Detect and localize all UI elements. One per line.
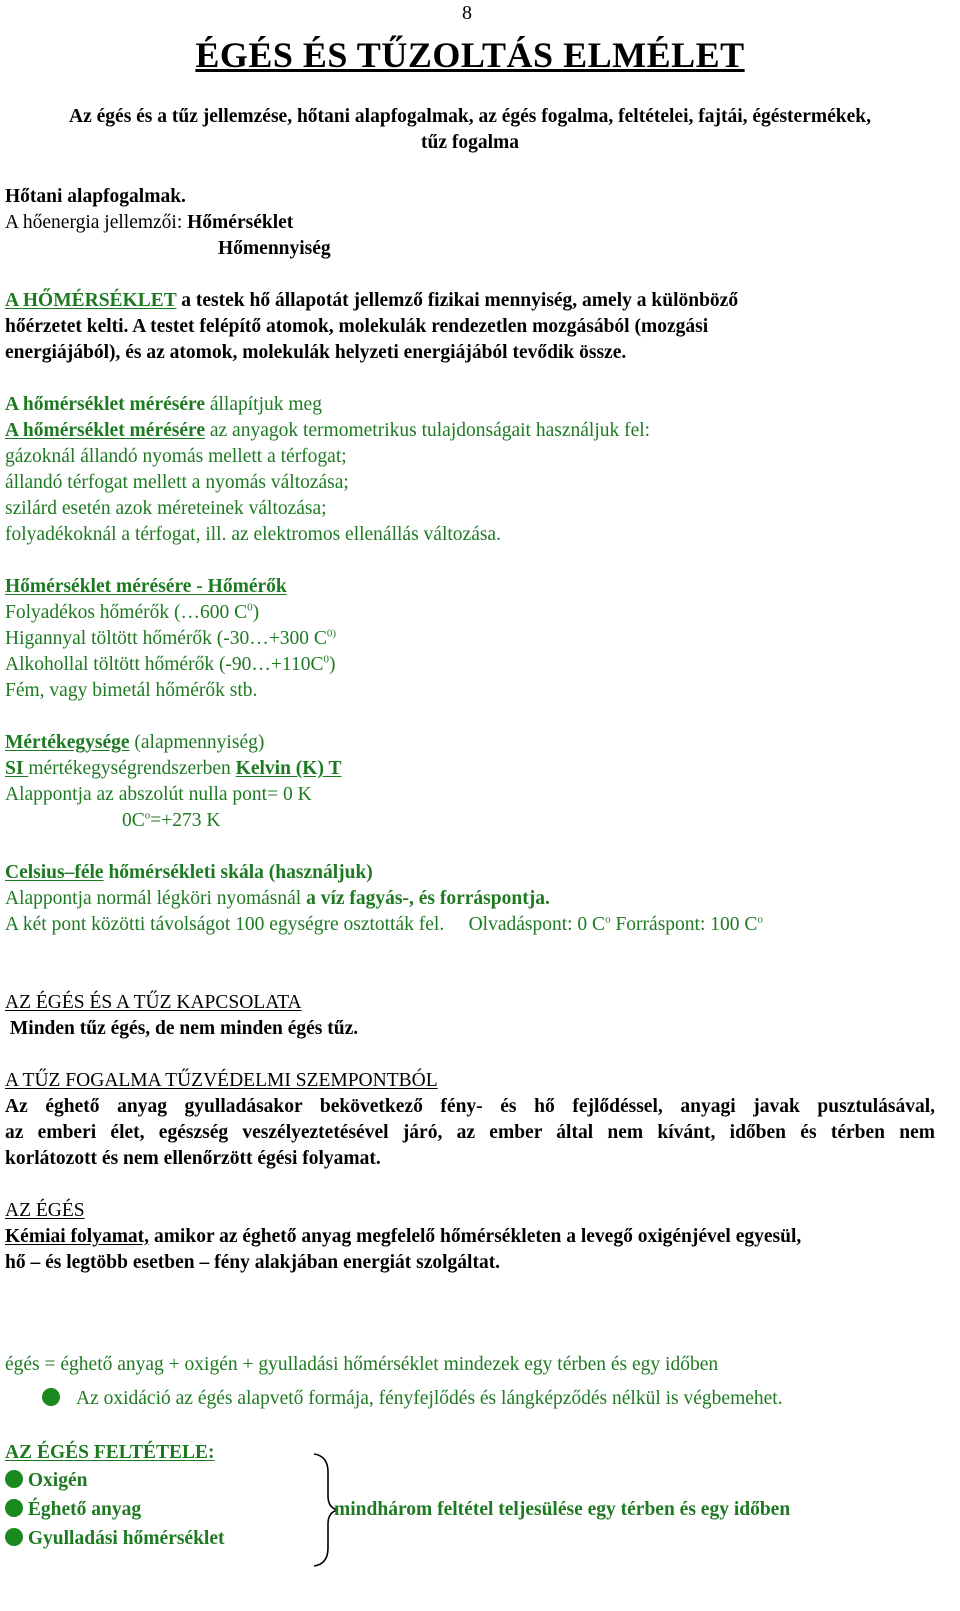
feltetele-note: mindhárom feltétel teljesülése egy térben és egy időben [334, 1499, 791, 1520]
meres-item: szilárd esetén azok méreteinek változása; [5, 498, 327, 519]
subtitle-line-2: tűz fogalma [420, 132, 520, 153]
tuz-fogalma-line-1: Az éghető anyag gyulladásakor bekövetkező fény- és hő fejlődéssel, anyagi javak pusztulásával, [5, 1096, 935, 1117]
eges-formula: égés = éghető anyag + oxigén + gyulladási hőmérséklet mindezek egy térben és egy időben [5, 1354, 719, 1375]
tuz-fogalma-line-3: korlátozott és nem ellenőrzött égési folyamat. [5, 1148, 381, 1169]
homerok-heading: Hőmérséklet mérésére - Hőmérők [5, 576, 287, 597]
page-number: 8 [462, 2, 472, 24]
tuz-fogalma-line-2: az emberi élet, egészség veszélyeztetésével járó, az ember által nem kívánt, időben és térben nem [5, 1122, 935, 1143]
eges-heading: AZ ÉGÉS [5, 1200, 85, 1221]
celsius-term: Celsius–féle [5, 862, 104, 883]
celsius-line: Celsius–féle hőmérsékleti skála (használjuk) [5, 862, 373, 883]
homerseklet-def-rest: a testek hő állapotát jellemző fizikai mennyiség, amely a különböző [176, 290, 739, 311]
eges-line-1: Kémiai folyamat, amikor az éghető anyag megfelelő hőmérsékleten a levegő oxigénjével egyesül, [5, 1226, 802, 1247]
homerseklet-def-line-2: hőérzetet kelti. A testet felépítő atomok, molekulák rendezetlen mozgásából (mozgási [5, 316, 709, 337]
hotani-heading: Hőtani alapfogalmak. [5, 186, 186, 207]
oxidacio-line [42, 1386, 783, 1412]
celsius-points: A két pont közötti távolságot 100 egységre osztották fel. Olvadáspont: 0 $C^o$ Forráspont: 100 $C^o$ [5, 913, 763, 935]
kapcsolat-heading: AZ ÉGÉS ÉS A TŰZ KAPCSOLATA [5, 992, 302, 1013]
homerseklet-term: A HŐMÉRSÉKLET [5, 290, 177, 311]
celsius-alappont: Alappontja normál légköri nyomásnál a víz fagyás-, és forráspontja. [5, 888, 550, 909]
homero-fem: Fém, vagy bimetál hőmérők stb. [5, 680, 258, 701]
bullet-icon [5, 1528, 23, 1546]
feltetel-item: Éghető anyag [5, 1497, 141, 1523]
homerseklet-def-line-1 [5, 288, 738, 314]
meres-line-2-rest: az anyagok termometrikus tulajdonságait használjuk fel: [204, 420, 651, 441]
kemiai-folyamat-term: Kémiai folyamat, [5, 1226, 150, 1247]
bullet-icon [5, 1499, 23, 1517]
homero-folyadekos: Folyadékos hőmérők (…600 $C^0$) [5, 601, 260, 623]
homerseklet-def-line-3: energiájából), és az atomok, molekulák helyzeti energiájából tevődik össze. [5, 342, 627, 363]
homero-higanyos: Higannyal töltött hőmérők (-30…+300 $C^{0)}$ [5, 627, 337, 649]
meres-line-2 [5, 418, 650, 444]
meres-term: A hőmérséklet mérésére [5, 420, 205, 441]
subtitle-line-1: Az égés és a tűz jellemzése, hőtani alapfogalmak, az égés fogalma, feltételei, fajtái, égéstermékek, [69, 106, 871, 127]
bullet-icon [5, 1470, 23, 1488]
meres-line-1 [5, 392, 322, 418]
homerseklet-label: Hőmérséklet [187, 212, 294, 233]
feltetel-item: Gyulladási hőmérséklet [5, 1526, 225, 1552]
eges-line-2: hő – és legtöbb esetben – fény alakjában energiát szolgáltat. [5, 1252, 501, 1273]
page-title: ÉGÉS ÉS TŰZOLTÁS ELMÉLET [195, 35, 745, 75]
meres-item: folyadékoknál a térfogat, ill. az elektromos ellenállás változása. [5, 524, 501, 545]
celsius-kelvin-equation: $0C^o=+273$ K [122, 809, 221, 831]
meres-bold: A hőmérséklet mérésére [5, 394, 205, 415]
meres-item: gázoknál állandó nyomás mellett a térfogat; [5, 446, 347, 467]
tuz-fogalma-heading: A TŰZ FOGALMA TŰZVÉDELMI SZEMPONTBÓL [5, 1070, 438, 1091]
homero-alkoholos: Alkohollal töltött hőmérők $(-90\dots+110C^0)$ [5, 653, 336, 675]
bullet-icon [42, 1388, 60, 1406]
mertekegyseg-term: Mértékegysége [5, 732, 130, 753]
feltetel-item: Oxigén [5, 1468, 87, 1494]
oxidacio-text: Az oxidáció az égés alapvető formája, fényfejlődés és lángképződés nélkül is végbemehet. [76, 1388, 783, 1409]
si-term: SI [5, 758, 29, 779]
feltetele-heading: AZ ÉGÉS FELTÉTELE: [5, 1442, 215, 1463]
alappont-line: Alappontja az abszolút nulla pont= 0 K [5, 784, 312, 805]
meres-item: állandó térfogat mellett a nyomás változása; [5, 472, 349, 493]
homennyiseg-label: Hőmennyiség [218, 238, 331, 259]
mertekegyseg-line: Mértékegysége (alapmennyiség) [5, 732, 265, 753]
kapcsolat-text: Minden tűz égés, de nem minden égés tűz. [5, 1018, 359, 1039]
si-line: SI mértékegységrendszerben Kelvin (K) T [5, 758, 342, 779]
meres-rest: állapítjuk meg [204, 394, 322, 415]
jellemzoi-prefix: A hőenergia jellemzői: [5, 212, 188, 233]
hoenergia-jellemzoi [5, 210, 293, 236]
kelvin-term: Kelvin (K) T [235, 758, 342, 779]
